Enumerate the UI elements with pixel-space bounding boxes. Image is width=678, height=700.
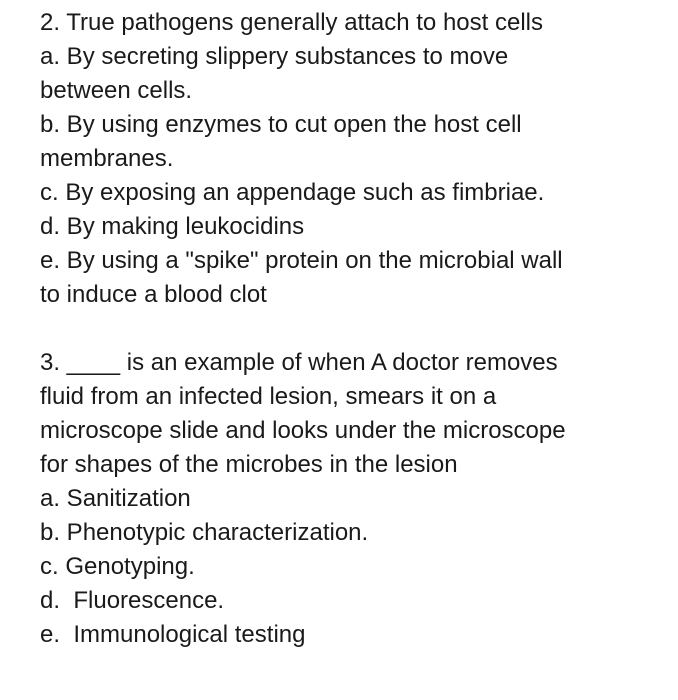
question-3-stem-cont-1: fluid from an infected lesion, smears it on a	[40, 383, 497, 410]
question-2-option-c: c. By exposing an appendage such as fimbriae.	[40, 179, 545, 206]
question-2-option-b: b. By using enzymes to cut open the host cell	[40, 111, 522, 138]
question-2-option-e-cont: to induce a blood clot	[40, 281, 267, 308]
question-3-stem-cont-3: for shapes of the microbes in the lesion	[40, 451, 458, 478]
question-3-option-b: b. Phenotypic characterization.	[40, 519, 369, 546]
question-2	[40, 6, 660, 312]
question-3-option-a: a. Sanitization	[40, 485, 191, 512]
question-2-option-a-cont: between cells.	[40, 77, 193, 104]
question-3-stem-cont-2: microscope slide and looks under the microscope	[40, 417, 566, 444]
question-3-option-e: e. Immunological testing	[40, 621, 306, 648]
document-page	[40, 6, 660, 652]
question-3	[40, 346, 660, 652]
question-3-stem: 3. ____ is an example of when A doctor removes	[40, 349, 558, 376]
question-2-option-b-cont: membranes.	[40, 145, 174, 172]
question-3-option-c: c. Genotyping.	[40, 553, 195, 580]
question-2-stem: 2. True pathogens generally attach to host cells	[40, 9, 543, 36]
question-3-option-d: d. Fluorescence.	[40, 587, 225, 614]
question-2-option-e: e. By using a "spike" protein on the microbial wall	[40, 247, 563, 274]
question-divider	[40, 312, 660, 346]
question-2-option-a: a. By secreting slippery substances to move	[40, 43, 509, 70]
question-2-option-d: d. By making leukocidins	[40, 213, 305, 240]
